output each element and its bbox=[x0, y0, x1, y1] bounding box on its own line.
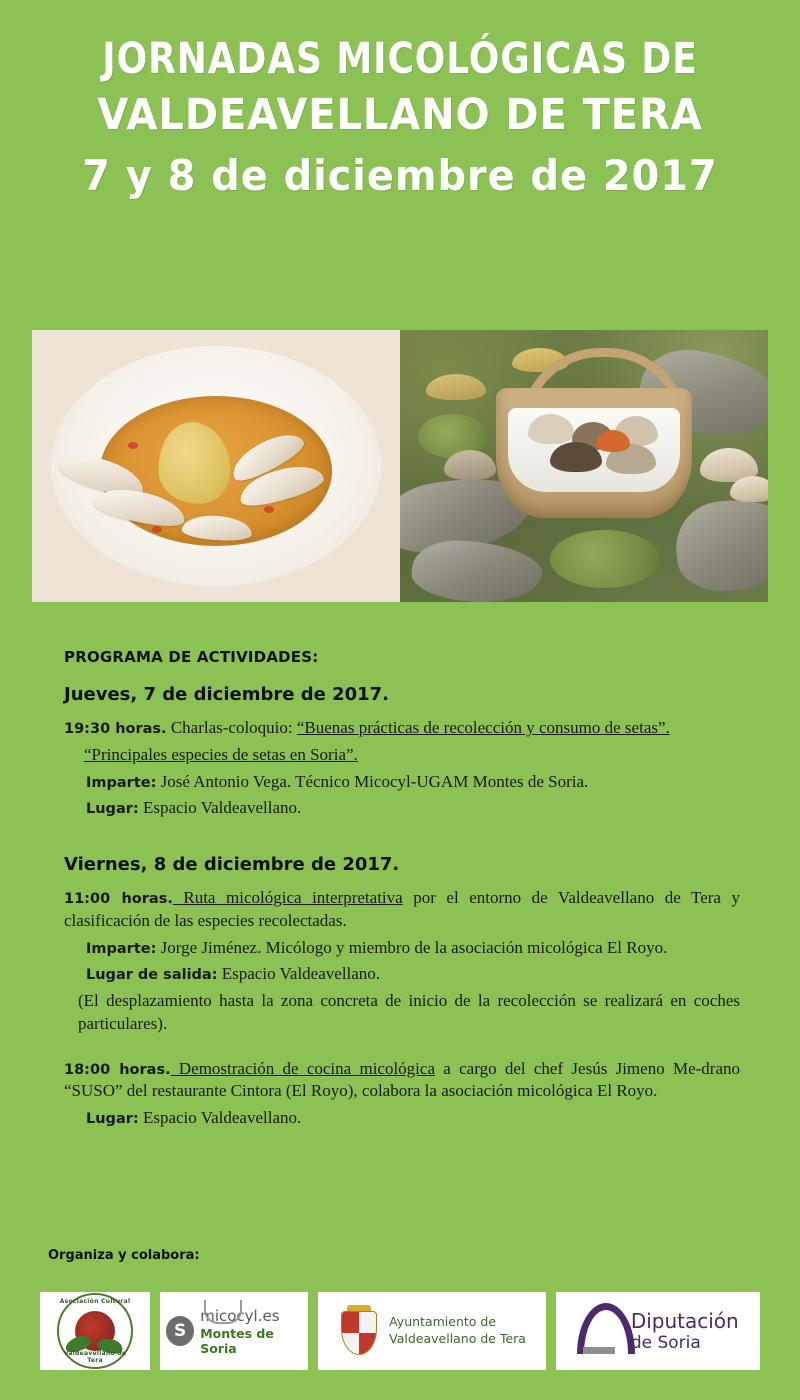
moss-patch bbox=[550, 530, 660, 588]
imparte-label: Imparte: bbox=[86, 774, 157, 791]
micocyl-subtitle: Montes de Soria bbox=[200, 1325, 274, 1356]
program-heading: PROGRAMA DE ACTIVIDADES: bbox=[64, 648, 319, 666]
sponsor-logos bbox=[40, 1288, 760, 1374]
poster-title-block bbox=[0, 0, 800, 198]
mushroom-icon bbox=[596, 430, 630, 452]
logo-asociacion-cultural bbox=[40, 1292, 150, 1370]
imparte-value: José Antonio Vega. Técnico Micocyl-UGAM Montes de Soria. bbox=[156, 771, 589, 791]
photo-basket-forest bbox=[400, 330, 768, 602]
entry-hour: 18:00 horas. bbox=[64, 1061, 171, 1078]
entry-main-line bbox=[64, 1058, 740, 1104]
page-title-line-1: JORNADAS MICOLÓGICAS DE bbox=[102, 34, 698, 84]
pepper-dot bbox=[264, 506, 274, 513]
logo-diputacion-soria bbox=[556, 1292, 760, 1370]
lugar-label: Lugar: bbox=[86, 1111, 139, 1128]
organiza-label: Organiza y colabora: bbox=[48, 1248, 200, 1263]
shield-quarter bbox=[359, 1333, 376, 1354]
seal-emblem-icon bbox=[75, 1311, 115, 1351]
logo-ayuntamiento bbox=[318, 1292, 546, 1370]
program-entry bbox=[64, 887, 740, 1036]
seal-text-top: Asociación Cultural bbox=[59, 1298, 131, 1305]
imparte-label: Imparte: bbox=[86, 940, 157, 957]
diputacion-lockup bbox=[567, 1308, 749, 1354]
entry-hour: 19:30 horas. bbox=[64, 721, 167, 737]
entry-second-title bbox=[84, 744, 740, 767]
ayuntamiento-lockup bbox=[329, 1305, 534, 1357]
shield-quarter bbox=[359, 1312, 376, 1333]
entry-text-after: a cargo del chef Jesús Jimeno Me-drano “SUSO” del restaurante Cintora (El Royo), colabora la asociación micológica El Royo. bbox=[64, 1058, 741, 1101]
shield-body bbox=[341, 1311, 377, 1355]
photo-soup-dish bbox=[32, 330, 400, 602]
lugar-value: Espacio Valdeavellano. bbox=[138, 798, 302, 818]
page-title-dates: 7 y 8 de diciembre de 2017 bbox=[82, 150, 718, 200]
pepper-dot bbox=[152, 526, 162, 533]
entry-underlined-title: “Buenas prácticas de recolección y consumo de setas”. bbox=[296, 718, 670, 737]
ayuntamiento-text bbox=[389, 1314, 526, 1348]
diputacion-text bbox=[631, 1309, 739, 1353]
program-entry bbox=[64, 1058, 740, 1130]
ayuntamiento-line-1: Ayuntamiento de bbox=[389, 1314, 497, 1330]
micocyl-mark-icon: S bbox=[166, 1316, 194, 1346]
coat-of-arms-icon bbox=[337, 1305, 381, 1357]
micocyl-tld: .es bbox=[257, 1306, 280, 1325]
logo-micocyl bbox=[160, 1292, 307, 1370]
day-heading-thursday: Jueves, 7 de diciembre de 2017. bbox=[64, 684, 390, 705]
diputacion-arch-icon bbox=[577, 1308, 621, 1354]
lugar-value: Espacio Valdeavellano. bbox=[217, 964, 381, 984]
ayuntamiento-line-2: Valdeavellano de Tera bbox=[389, 1331, 526, 1346]
photo-strip bbox=[32, 330, 768, 602]
program-entry bbox=[64, 717, 740, 820]
entry-lugar bbox=[86, 963, 740, 986]
entry-imparte bbox=[86, 937, 740, 960]
arch-base bbox=[583, 1347, 615, 1354]
micocyl-word: micocyl bbox=[200, 1306, 258, 1325]
micocyl-lockup bbox=[160, 1307, 307, 1356]
entry-main-line bbox=[64, 717, 740, 740]
diputacion-line-2: de Soria bbox=[630, 1332, 701, 1353]
entry-imparte bbox=[86, 771, 740, 794]
day-heading-friday: Viernes, 8 de diciembre de 2017. bbox=[64, 854, 400, 876]
shield-quarter bbox=[342, 1312, 359, 1333]
entry-underlined-title: Demostración de cocina micológica bbox=[170, 1058, 436, 1078]
program-section bbox=[64, 648, 740, 1134]
entry-hour: 11:00 horas. bbox=[64, 891, 173, 908]
entry-lugar bbox=[86, 1107, 740, 1130]
shield-quarter bbox=[342, 1333, 359, 1354]
imparte-value: Jorge Jiménez. Micólogo y miembro de la asociación micológica El Royo. bbox=[156, 937, 668, 957]
diputacion-line-1: Diputación bbox=[630, 1308, 739, 1333]
basket-icon bbox=[204, 1300, 242, 1324]
pepper-dot bbox=[128, 442, 138, 449]
page-title-line-2: VALDEAVELLANO DE TERA bbox=[97, 90, 703, 141]
entry-lugar bbox=[86, 797, 740, 820]
entry-underlined-title: Ruta micológica interpretativa bbox=[172, 888, 403, 908]
entry-text-before: Charlas-coloquio: bbox=[166, 718, 297, 737]
entry-text-after: por el entorno de Valdeavellano de Tera y clasificación de las especies recolectadas. bbox=[64, 888, 740, 930]
seal-icon bbox=[57, 1293, 133, 1369]
entry-main-line bbox=[64, 887, 740, 933]
lugar-value: Espacio Valdeavellano. bbox=[138, 1108, 302, 1128]
lugar-label: Lugar de salida: bbox=[86, 967, 218, 984]
lugar-label: Lugar: bbox=[86, 801, 139, 818]
entry-underlined-title-2: “Principales especies de setas en Soria”. bbox=[84, 744, 358, 764]
seal-text-bottom: Valdeavellano de Tera bbox=[63, 1350, 127, 1364]
entry-note: (El desplazamiento hasta la zona concreta de inicio de la recolección se realizará en coches particulares). bbox=[78, 991, 740, 1033]
